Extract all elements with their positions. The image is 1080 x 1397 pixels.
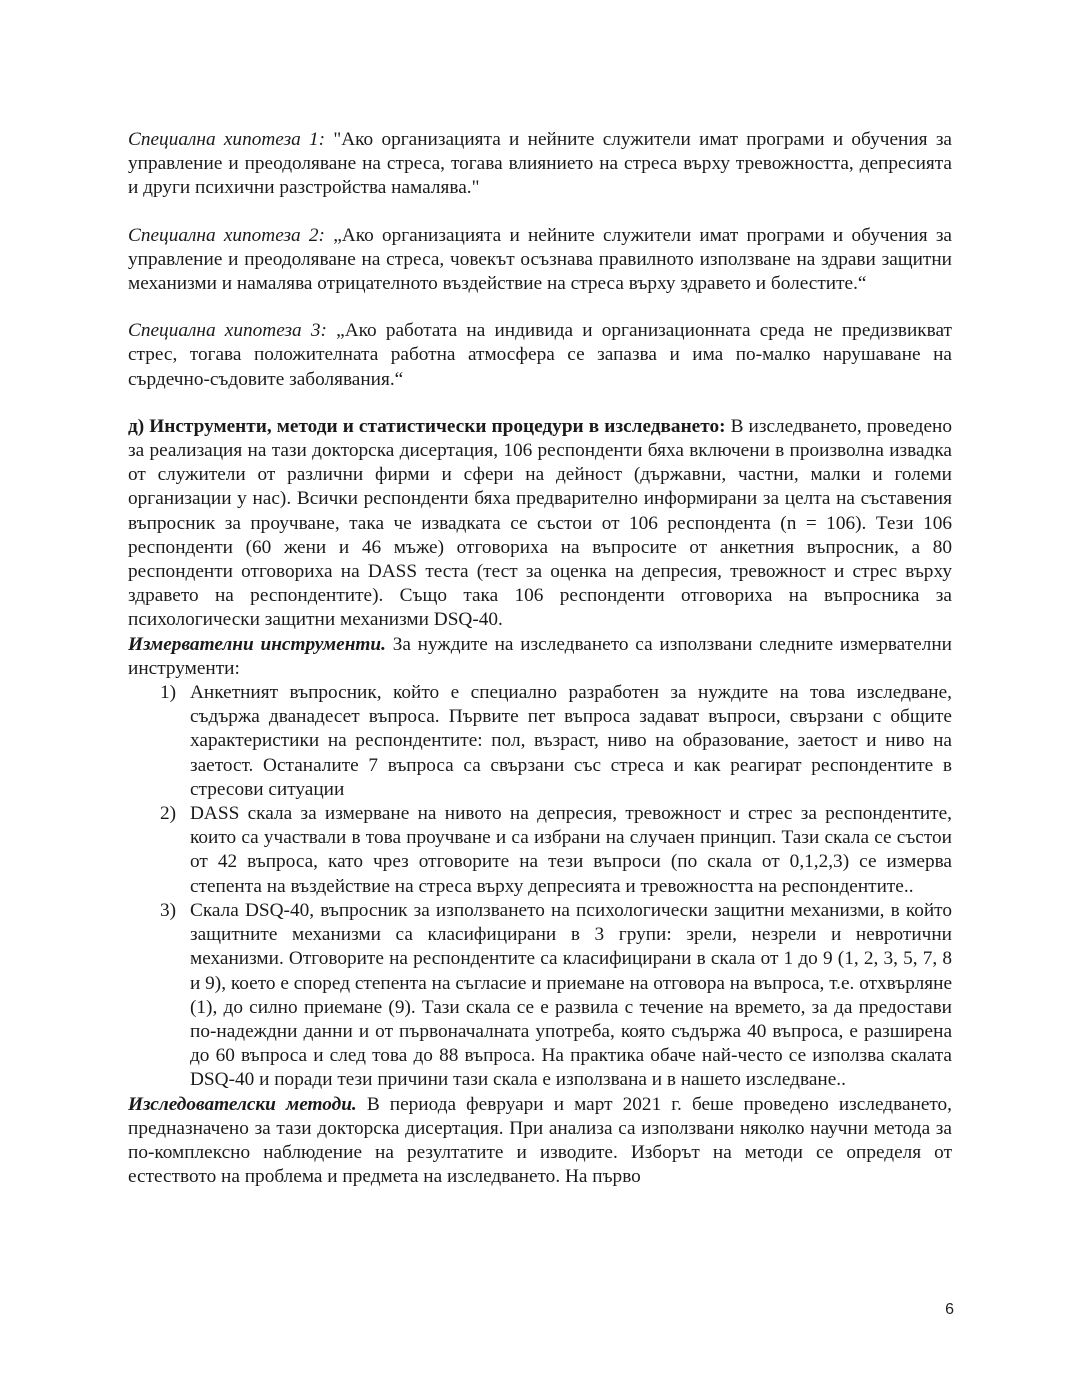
hypothesis-1 — [128, 128, 952, 201]
document-page — [128, 128, 952, 1189]
list-item — [128, 899, 952, 1093]
hypothesis-1-text: "Ако организацията и нейните служители имат програми и обучения за управление и преодоляване на стреса, тогава влиянието на стреса върху тревожността, депресията и други психични разстройства намалява." — [128, 129, 952, 199]
list-item-text: Анкетният въпросник, който е специално разработен за нуждите на това изследване, съдържа дванадесет въпроса. Първите пет въпроса задават въпроси, свързани с общите характеристики на респондентите: пол, възраст, ниво на образование, заетост и ниво на заетост. Останалите 7 въпроса са свързани със стреса и как реагират респондентите в стресови ситуации — [190, 682, 952, 800]
page-number: 6 — [945, 1301, 954, 1318]
list-item-number: 2) — [160, 803, 177, 825]
research-methods-text: В периода февруари и март 2021 г. беше проведено изследването, предназначено за тази докторска дисертация. При анализа са използвани няколко научни метода за по-комплексно наблюдение на резултатите и изводите. Изборът на методи се определя от естеството на проблема и предмета на изследването. На първо — [128, 1093, 953, 1188]
measuring-instruments-text: За нуждите на изследването са използвани следните измервателни инструменти: — [128, 633, 952, 679]
list-item — [128, 681, 952, 802]
list-item-number: 1) — [160, 682, 177, 704]
research-methods-heading: Изследователски методи. — [128, 1093, 357, 1115]
hypothesis-2 — [128, 224, 952, 297]
hypothesis-3-label: Специална хипотеза 3: — [128, 320, 327, 342]
research-methods-paragraph — [128, 1093, 952, 1190]
measuring-instruments-paragraph — [128, 633, 952, 681]
hypothesis-3 — [128, 319, 952, 392]
section-d-text: В изследването, проведено за реализация на тази докторска дисертация, 106 респонденти бяха включени в произволна извадка от служители от различни фирми и сфери на дейност (държавни, частни, малки и големи организации у нас). Всички респонденти бяха предварително информирани за целта на съставения въпросник за проучване, така че извадката се състои от 106 респондента (n = 106). Тези 106 респонденти (60 жени и 46 мъже) отговориха на въпросите от анкетния въпросник, а 80 респонденти отговориха на DASS теста (тест за оценка на депресия, тревожност и стрес върху здравето на респондентите). Също така 106 респонденти отговориха на въпросника за психологически защитни механизми DSQ-40. — [128, 415, 952, 631]
section-d-heading: д) Инструменти, методи и статистически процедури в изследването: — [128, 415, 726, 437]
list-item-number: 3) — [160, 899, 177, 921]
list-item — [128, 802, 952, 899]
hypothesis-2-text: „Ако организацията и нейните служители имат програми и обучения за управление и преодоляване на стреса, човекът осъзнава правилното използване на здрави защитни механизми и намалява отрицателното въздействие на стреса върху здравето и болестите.“ — [128, 224, 952, 295]
list-item-text: DASS скала за измерване на нивото на депресия, тревожност и стрес за респондентите, които са участвали в това проучване и са избрани на случаен принцип. Тази скала се състои от 42 въпроса, като чрез отговорите на тези въпроси (по скала от 0,1,2,3) се измерва степента на въздействие на стреса върху депресията и тревожността на респондентите.. — [190, 803, 952, 897]
instruments-list — [128, 681, 952, 1092]
section-d-paragraph — [128, 415, 952, 633]
list-item-text: Скала DSQ-40, въпросник за използването на психологически защитни механизми, в който защитните механизми са класифицирани в 3 групи: зрели, незрели и невротични механизми. Отговорите на респондентите са класифицирани в скала от 1 до 9 (1, 2, 3, 5, 7, 8 и 9), което е според степента на съгласие и приемане на отговора на въпроса, т.е. отхвърляне (1), до силно приемане (9). Тази скала се е развила с течение на времето, за да предостави по-надеждни данни и от първоначалната употреба, която съдържа 40 въпроса, е разширена до 60 въпроса и след това до 88 въпроса. На практика обаче най-често се използва скалата DSQ-40 и поради тези причини тази скала е използвана и в нашето изследване.. — [190, 899, 952, 1091]
measuring-instruments-heading: Измервателни инструменти. — [128, 633, 386, 655]
hypothesis-3-text: „Ако работата на индивида и организационната среда не предизвикват стрес, тогава положителната работна атмосфера се запазва и има по-малко нарушаване на сърдечно-съдовите заболявания.“ — [128, 320, 952, 390]
hypothesis-1-label: Специална хипотеза 1: — [128, 129, 326, 150]
hypothesis-2-label: Специална хипотеза 2: — [128, 224, 325, 246]
